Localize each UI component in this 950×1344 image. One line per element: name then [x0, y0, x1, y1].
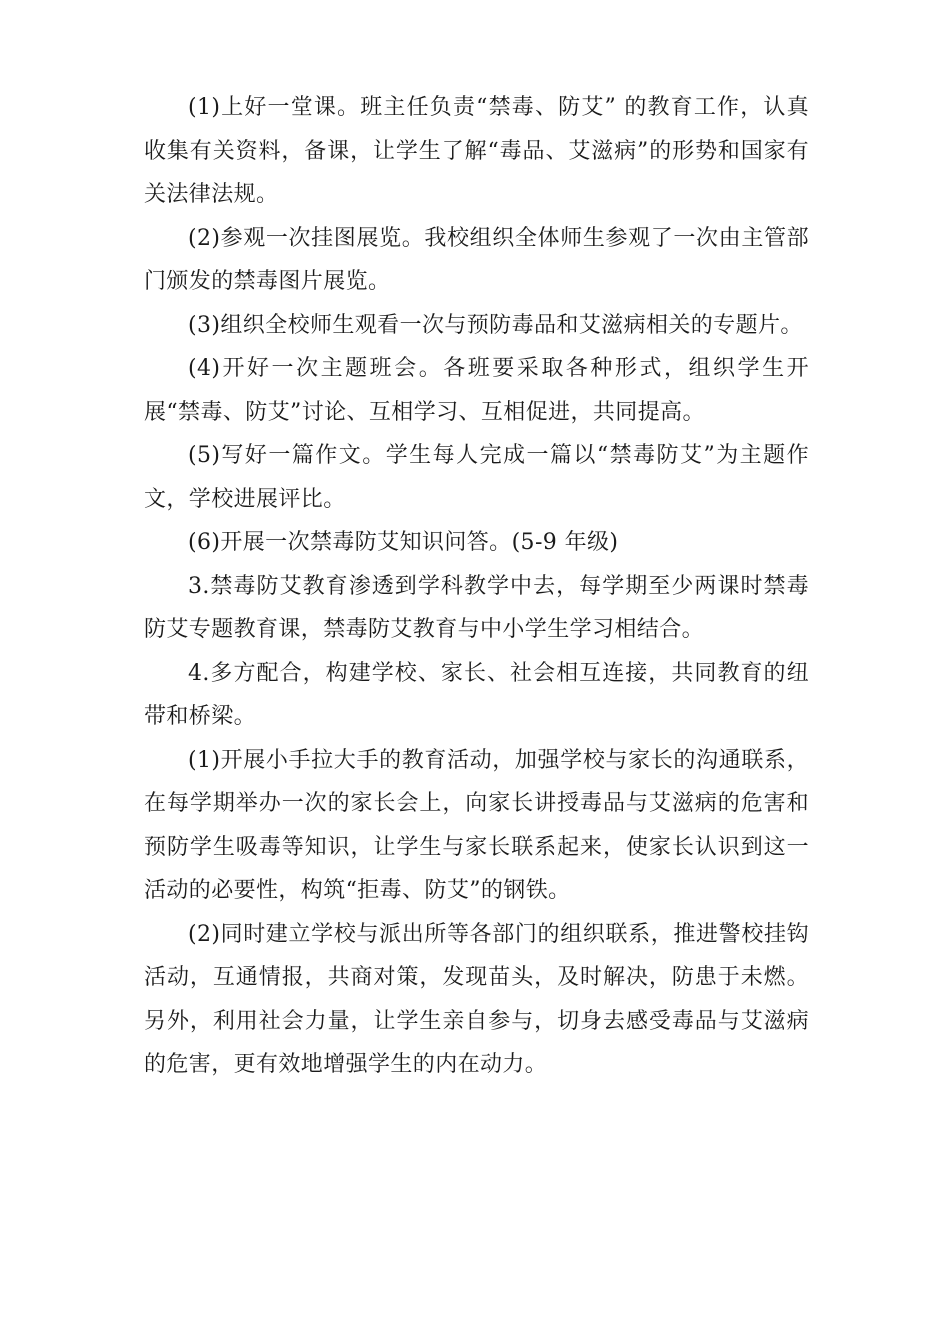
paragraph-section-4-cooperation: 4.多方配合，构建学校、家长、社会相互连接，共同教育的纽带和桥梁。	[144, 660, 809, 729]
paragraph-section-3-curriculum: 3.禁毒防艾教育渗透到学科教学中去，每学期至少两课时禁毒防艾专题教育课，禁毒防艾教育与中小学生学习相结合。	[144, 573, 809, 642]
paragraph-item-2-exhibition: (2)参观一次挂图展览。我校组织全体师生参观了一次由主管部门颁发的禁毒图片展览。	[144, 225, 809, 294]
paragraph-item-5-essay: (5)写好一篇作文。学生每人完成一篇以“禁毒防艾”为主题作文，学校进展评比。	[144, 443, 809, 512]
paragraph-item-1-parents: (1)开展小手拉大手的教育活动，加强学校与家长的沟通联系，在每学期举办一次的家长会上，向家长讲授毒品与艾滋病的危害和预防学生吸毒等知识，让学生与家长联系起来，使家长认识到这一活动的必要性，构筑“拒毒、防艾”的钢铁。	[144, 747, 809, 903]
paragraph-item-6-quiz: (6)开展一次禁毒防艾知识问答。(5-9 年级)	[188, 530, 619, 555]
paragraph-item-2-police-school: (2)同时建立学校与派出所等各部门的组织联系，推进警校挂钩活动，互通情报，共商对策，发现苗头，及时解决，防患于未燃。另外，利用社会力量，让学生亲自参与，切身去感受毒品与艾滋病的危害，更有效地增强学生的内在动力。	[144, 921, 809, 1077]
paragraph-item-4-class-meeting: (4)开好一次主题班会。各班要采取各种形式，组织学生开展“禁毒、防艾”讨论、互相学习、互相促进，共同提高。	[144, 356, 809, 425]
paragraph-item-1-lesson: (1)上好一堂课。班主任负责“禁毒、防艾” 的教育工作，认真收集有关资料，备课，让学生了解“毒品、艾滋病”的形势和国家有关法律法规。	[144, 95, 809, 207]
document-body	[144, 86, 809, 1087]
paragraph-item-3-film: (3)组织全校师生观看一次与预防毒品和艾滋病相关的专题片。	[188, 312, 803, 338]
